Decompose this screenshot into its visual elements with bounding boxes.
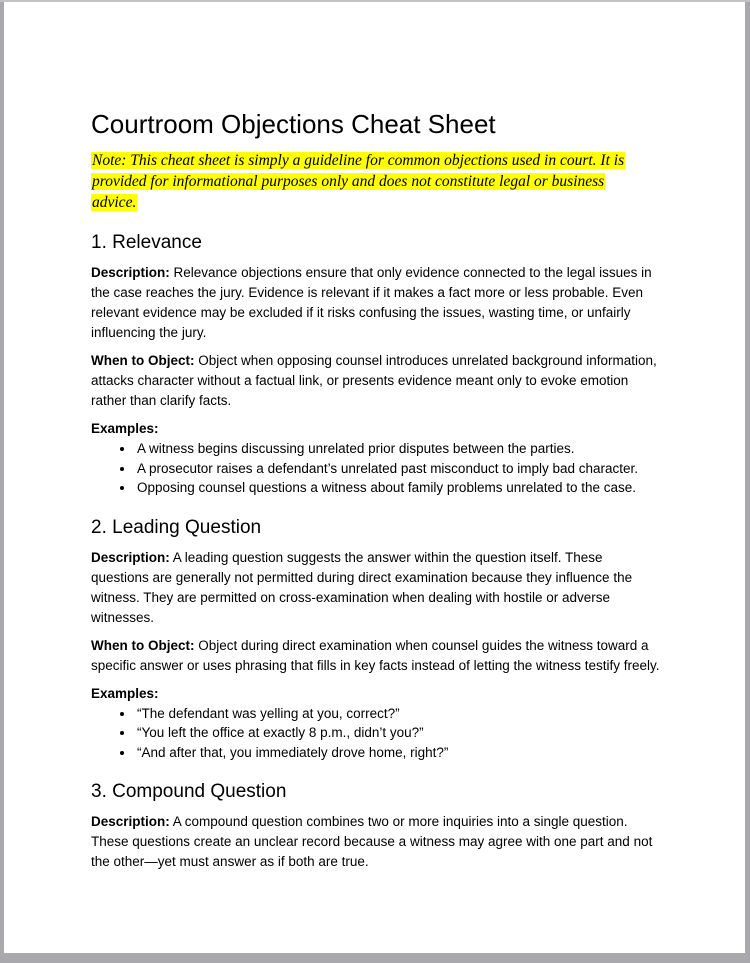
example-item: • Opposing counsel questions a witness about family problems unrelated to the case. xyxy=(135,478,660,498)
section-heading: 2. Leading Question xyxy=(91,516,262,538)
disclaimer-note xyxy=(91,150,660,213)
examples-list xyxy=(91,439,660,498)
when-to-object-label: When to Object: xyxy=(91,637,195,653)
section-heading: 3. Compound Question xyxy=(91,781,287,802)
document-page xyxy=(4,2,745,953)
section-relevance xyxy=(91,231,660,498)
when-to-object-text: Object when opposing counsel introduces unrelated background information, attacks character without a factual link, or presents evidence meant only to evoke emotion rather than clarify facts. xyxy=(91,353,657,408)
example-item: • “The defendant was yelling at you, correct?” xyxy=(135,704,660,724)
document-title: Courtroom Objections Cheat Sheet xyxy=(91,109,496,139)
examples-label: Examples: xyxy=(91,421,159,436)
disclaimer-note-line xyxy=(91,171,660,192)
examples-list xyxy=(91,704,660,763)
example-item: • “You left the office at exactly 8 p.m., didn’t you?” xyxy=(135,723,660,743)
description-label: Description: xyxy=(91,549,170,565)
description-text: Relevance objections ensure that only evidence connected to the legal issues in the case reaches the jury. Evidence is relevant if it makes a fact more or less probable. Even relevant evidence may be excluded if it risks confusing the issues, wasting time, or unfairly influencing the jury. xyxy=(91,265,652,340)
section-when-to-object xyxy=(91,351,660,411)
example-item: • “And after that, you immediately drove home, right?” xyxy=(135,743,660,763)
section-heading: 1. Relevance xyxy=(91,232,202,253)
when-to-object-label: When to Object: xyxy=(91,353,195,368)
example-item: • A witness begins discussing unrelated prior disputes between the parties. xyxy=(135,439,660,459)
when-to-object-text: Object during direct examination when counsel guides the witness toward a specific answer or uses phrasing that fills in key facts instead of letting the witness testify freely. xyxy=(91,637,660,673)
description-text: A compound question combines two or more inquiries into a single question. These questions create an unclear record because a witness may agree with one part and not the other—yet must answer as if both are true. xyxy=(91,814,653,869)
disclaimer-note-line xyxy=(91,150,660,171)
highlighted-text: Note: This cheat sheet is simply a guideline for common objections used in court. It is xyxy=(92,152,625,169)
description-label: Description: xyxy=(91,814,170,829)
section-description xyxy=(91,263,660,343)
section-when-to-object xyxy=(91,636,660,676)
disclaimer-note-line xyxy=(91,192,660,213)
examples-label: Examples: xyxy=(91,685,159,701)
section-description xyxy=(91,548,660,628)
highlighted-text: advice. xyxy=(92,194,137,211)
example-item: • A prosecutor raises a defendant’s unrelated past misconduct to imply bad character. xyxy=(135,459,660,479)
section-compound-question xyxy=(91,780,660,872)
section-leading-question xyxy=(91,516,660,763)
section-description xyxy=(91,812,660,872)
description-label: Description: xyxy=(91,265,170,280)
description-text: A leading question suggests the answer within the question itself. These questions are generally not permitted during direct examination because they influence the witness. They are permitted on cross-examination when dealing with hostile or adverse witnesses. xyxy=(91,549,633,625)
highlighted-text: provided for informational purposes only and does not constitute legal or business xyxy=(92,173,605,190)
